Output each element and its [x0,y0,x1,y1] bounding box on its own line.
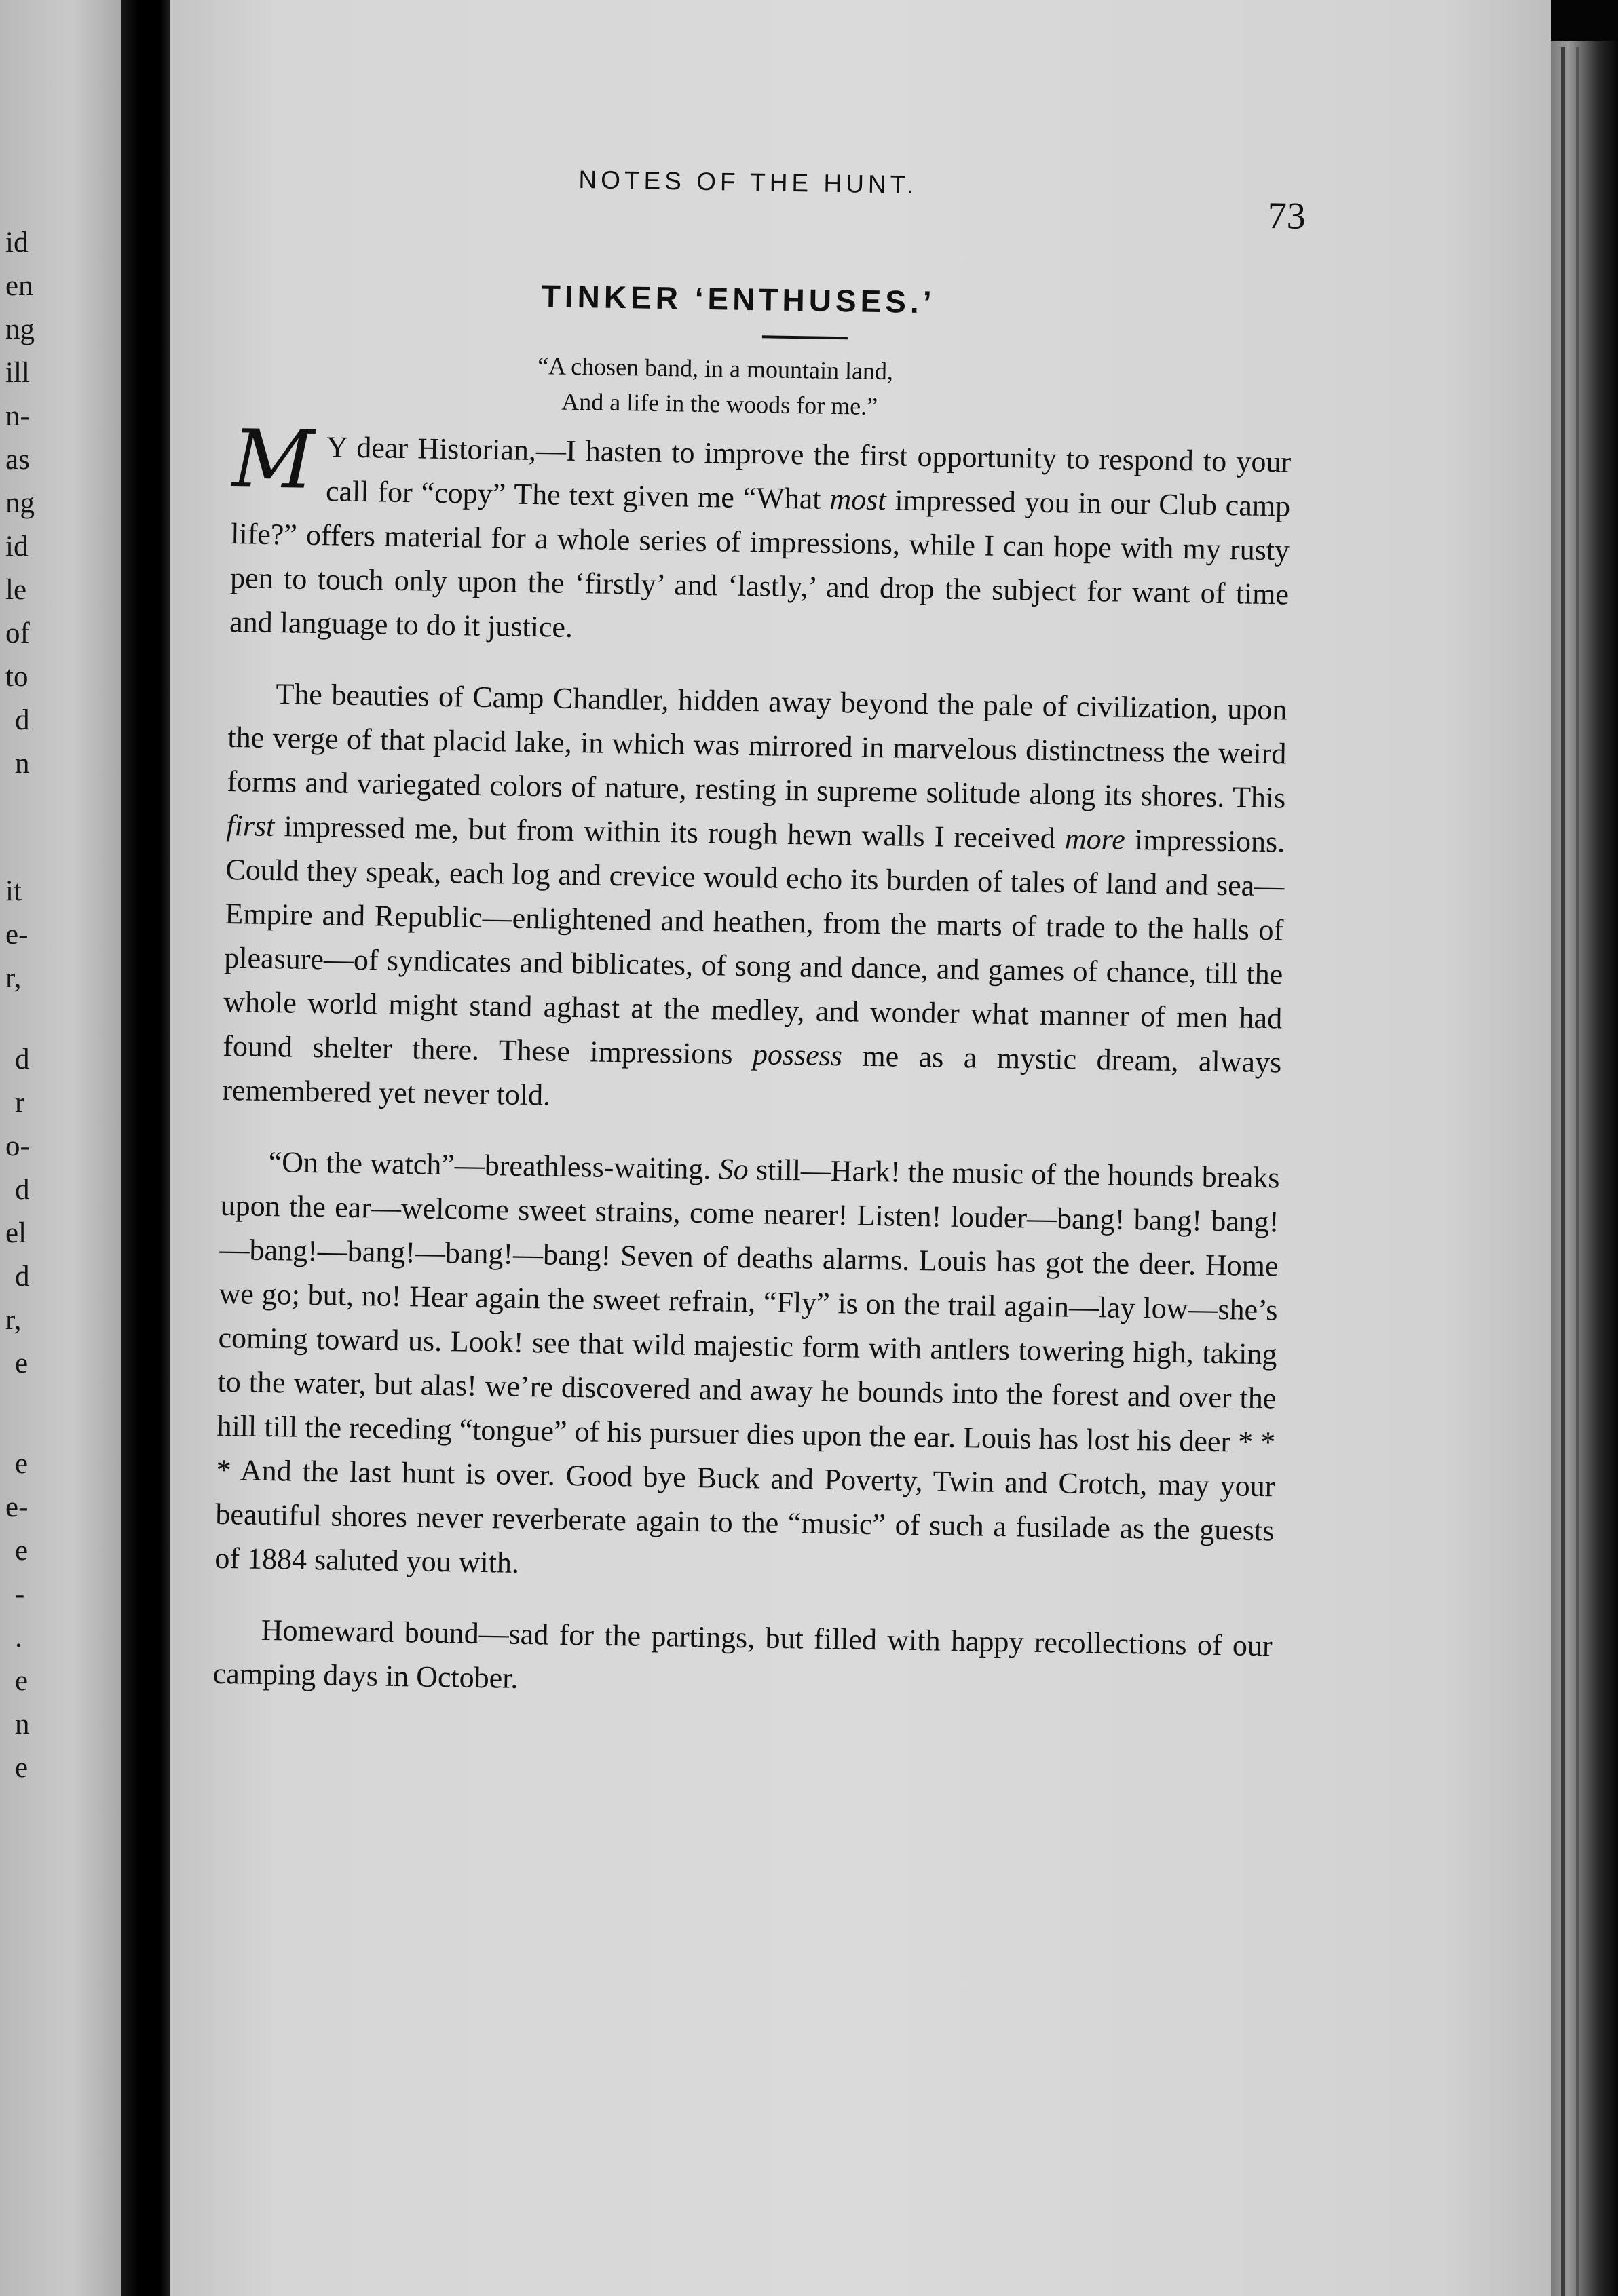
running-head: NOTES OF THE HUNT. [578,166,918,199]
facing-page-fragment: . [15,1622,22,1653]
facing-page-fragment: ng [5,487,35,519]
facing-page-fragment: r, [5,962,22,994]
text-run: “On the watch”—breathless-waiting. [268,1145,719,1186]
text-run: Homeward bound—sad for the partings, but filled with happy recollections of our camping days in October. [212,1613,1273,1695]
facing-page-fragment: it [5,875,22,907]
emphasis-text: more [1064,822,1126,856]
drop-cap: M [231,412,315,507]
text-run: The beauties of Camp Chandler, hidden away beyond the pale of civilization, upon the verge of that placid lake, in which was mirrored in marvelous distinctness the weird forms and variegated colors of nature, resting in supreme solitude along its shores. This [227,677,1287,815]
facing-page-fragment: e- [5,1491,29,1523]
facing-page-fragment: e [15,1448,29,1480]
page-edge-line [1561,47,1565,2296]
facing-page-fragment: to [5,661,29,693]
epigraph [537,348,893,424]
emphasis-text: possess [752,1037,843,1073]
emphasis-text: most [829,482,886,517]
epigraph-line: “A chosen band, in a mountain land, [537,352,894,385]
facing-page-fragment: e- [5,919,29,951]
facing-page-fragment: r [15,1087,25,1119]
facing-page-fragment: d [15,704,30,736]
facing-page-fragment: id [5,531,29,562]
facing-page-fragment: ill [5,357,30,389]
text-run: impressed me, but from within its rough hewn walls I received [274,809,1066,856]
emphasis-text: So [718,1152,749,1187]
facing-page-fragment: n [15,1708,30,1740]
page-number: 73 [1267,194,1306,237]
facing-page-fragment: o- [5,1130,30,1162]
facing-page-fragment: d [15,1174,30,1206]
text-run: impressed you in our Club camp life?” offers material for a whole series of impressions, while I can hope with my rusty pen to touch only upon the ‘firstly’ and ‘lastly,’ and drop the subject for want of time and language to do it justice. [229,483,1291,644]
paragraph [222,671,1287,1128]
facing-page-fragment: el [5,1217,27,1249]
epigraph-line: And a life in the woods for me.” [561,387,878,420]
facing-page-fragment: le [5,574,27,606]
paragraph [229,412,1292,660]
facing-page-fragment: id [5,227,29,259]
text-run: me as a mystic dream, always remembered yet never told. [221,1039,1282,1112]
title-rule [762,335,848,339]
facing-page-fragment: - [15,1578,25,1610]
text-run: Y dear Historian,—I hasten to improve the first opportunity to respond to your call for “copy” The text given me “What [325,430,1292,516]
article-title: TINKER ‘ENTHUSES.’ [541,278,936,320]
book-page [170,0,1551,2296]
facing-page-fragment: r, [5,1304,22,1336]
page-edge-line [1576,47,1579,2296]
paragraph [212,1607,1273,1712]
facing-page-fragment: n- [5,400,30,432]
page-content [152,0,1570,2296]
facing-page-fragment: d [15,1261,30,1293]
emphasis-text: first [226,808,275,843]
facing-page-fragment: n [15,748,30,780]
facing-page-fragment: of [5,617,30,649]
facing-page-fragment: e [15,1752,29,1784]
facing-page-fragment: d [15,1044,30,1075]
facing-page-fragment: e [15,1535,29,1567]
article-body [212,412,1292,1739]
facing-page-edge [0,0,121,2296]
paragraph [214,1139,1280,1596]
facing-page-fragment: en [5,270,33,302]
facing-page-fragment: e [15,1347,29,1379]
facing-page-fragment: e [15,1665,29,1697]
facing-page-fragment: ng [5,313,35,345]
text-run: still—Hark! the music of the hounds breaks upon the ear—welcome sweet strains, come nearer! Listen! louder—bang! bang! bang!—bang!—bang!—bang!—bang! Seven of deaths alarms. Louis has got the deer. Home we go; but, no! Hear again the sweet refrain, “Fly” is on the trail again—lay low—she’s coming toward us. Look! see that wild majestic form with antlers towering high, taking to the water, but alas! we’re discovered and away he bounds into the forest and over the hill till the receding “tongue” of his pursuer dies upon the ear. Louis has lost his deer * * * And the last hunt is over. Good bye Buck and Poverty, Twin and Crotch, may your beautiful shores never reverberate again to the “music” of such a fusilade as the guests of 1884 saluted you with. [214,1153,1280,1580]
text-run: impressions. Could they speak, each log and crevice would echo its burden of tales of land and sea—Empire and Republic—enlightened and heathen, from the marts of trade to the halls of pleasure—of syndicates and biblicates, of song and dance, and games of chance, till the whole world might stand aghast at the medley, and wonder what manner of men had found shelter there. These impressions [222,822,1285,1071]
facing-page-fragment: as [5,444,30,476]
